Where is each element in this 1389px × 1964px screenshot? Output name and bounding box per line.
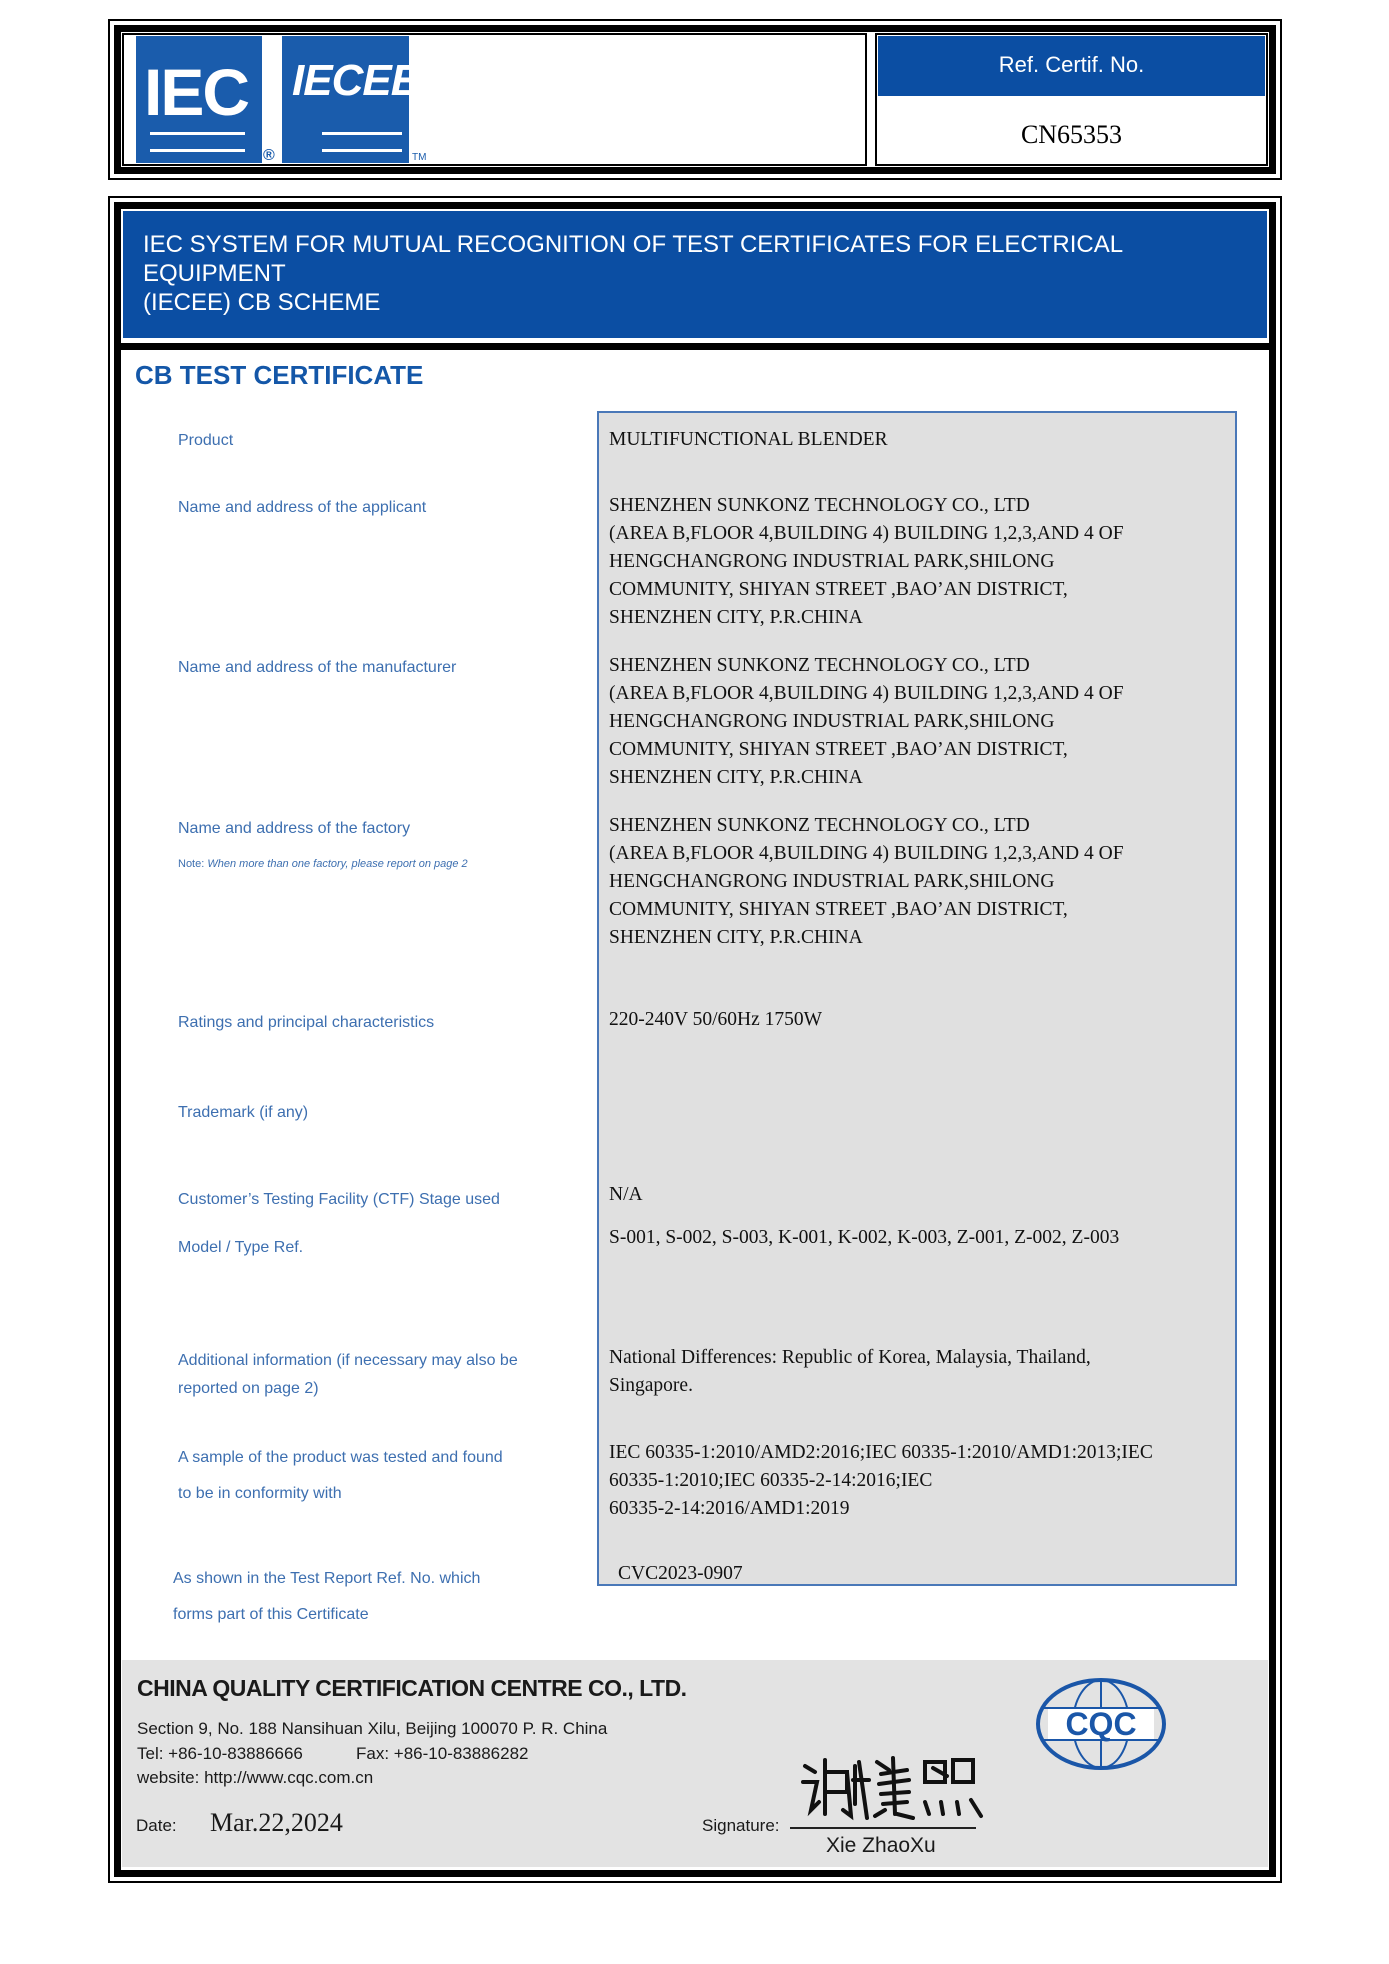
manufacturer-value: SHENZHEN SUNKONZ TECHNOLOGY CO., LTD (AREA B,FLOOR 4,BUILDING 4) BUILDING 1,2,3,AND 4 OF HENGCHANGRONG INDUSTRIAL PARK,SHILONG COMMUNITY, SHIYAN STREET ,BAO’AN DISTRICT, SHENZHEN CITY, P.R.CHINA (609, 655, 1124, 788)
ctf-label: Customer’s Testing Facility (CTF) Stage used (178, 1191, 500, 1208)
additional-label (178, 1350, 518, 1400)
factory-note-prefix: Note: (178, 858, 208, 870)
banner-separator (114, 343, 1276, 350)
report-value: CVC2023-0907 (618, 1563, 743, 1584)
ctf-value: N/A (609, 1184, 643, 1205)
iecee-logo-bars (322, 132, 402, 152)
factory-label: Name and address of the factory (178, 820, 411, 837)
handwritten-signature (797, 1752, 987, 1826)
ref-cert-label: Ref. Certif. No. (878, 36, 1265, 96)
factory-value: SHENZHEN SUNKONZ TECHNOLOGY CO., LTD (AREA B,FLOOR 4,BUILDING 4) BUILDING 1,2,3,AND 4 OF HENGCHANGRONG INDUSTRIAL PARK,SHILONG COMMUNITY, SHIYAN STREET ,BAO’AN DISTRICT, SHENZHEN CITY, P.R.CHINA (609, 815, 1124, 948)
scheme-banner-text (143, 230, 1253, 317)
ref-cert-number: CN65353 (1020, 120, 1123, 149)
certificate-title: CB TEST CERTIFICATE (135, 360, 424, 390)
banner-line-1: IEC SYSTEM FOR MUTUAL RECOGNITION OF TEST CERTIFICATES FOR ELECTRICAL EQUIPMENT (143, 231, 1123, 287)
additional-label-line-1: Additional information (if necessary may also be (178, 1352, 518, 1369)
factory-note-text: When more than one factory, please report on page 2 (207, 858, 468, 870)
model-value: S-001, S-002, S-003, K-001, K-002, K-003, Z-001, Z-002, Z-003 (609, 1227, 1120, 1248)
registered-mark: ® (263, 147, 275, 164)
issuer-website: website: http://www.cqc.com.cn (137, 1768, 374, 1787)
signature-line (790, 1827, 976, 1829)
iec-logo (136, 36, 262, 163)
issuer-company: CHINA QUALITY CERTIFICATION CENTRE CO., LTD. (137, 1675, 687, 1701)
report-label-line-1: As shown in the Test Report Ref. No. which (173, 1570, 481, 1587)
trademark-mark: TM (412, 152, 427, 163)
conformity-label-line-1: A sample of the product was tested and found (178, 1449, 503, 1466)
product-value: MULTIFUNCTIONAL BLENDER (609, 429, 888, 450)
additional-value: National Differences: Republic of Korea, Malaysia, Thailand, Singapore. (609, 1347, 1091, 1396)
product-label: Product (178, 432, 234, 449)
model-label: Model / Type Ref. (178, 1239, 304, 1256)
conformity-label-line-2: to be in conformity with (178, 1485, 342, 1502)
report-label (173, 1568, 480, 1626)
iec-logo-text: IEC (144, 55, 249, 129)
ratings-value: 220-240V 50/60Hz 1750W (609, 1009, 823, 1030)
banner-line-2: (IECEE) CB SCHEME (143, 289, 381, 316)
iec-logo-bars (150, 132, 245, 152)
applicant-value: SHENZHEN SUNKONZ TECHNOLOGY CO., LTD (AREA B,FLOOR 4,BUILDING 4) BUILDING 1,2,3,AND 4 OF HENGCHANGRONG INDUSTRIAL PARK,SHILONG COMMUNITY, SHIYAN STREET ,BAO’AN DISTRICT, SHENZHEN CITY, P.R.CHINA (609, 495, 1124, 628)
signature-label: Signature: (702, 1816, 780, 1835)
date-value: Mar.22,2024 (210, 1808, 343, 1837)
signatory-name: Xie ZhaoXu (826, 1834, 936, 1857)
factory-note (178, 858, 468, 870)
manufacturer-label: Name and address of the manufacturer (178, 659, 457, 676)
ratings-label: Ratings and principal characteristics (178, 1014, 435, 1031)
additional-label-line-2: reported on page 2) (178, 1380, 319, 1397)
cqc-logo-text: CQC (1065, 1706, 1137, 1742)
conformity-label (178, 1447, 503, 1505)
date-label: Date: (136, 1816, 177, 1835)
issuer-fax: Fax: +86-10-83886282 (356, 1744, 529, 1763)
trademark-label: Trademark (if any) (178, 1104, 309, 1121)
report-label-line-2: forms part of this Certificate (173, 1606, 369, 1623)
issuer-tel: Tel: +86-10-83886666 (137, 1744, 303, 1763)
iecee-logo-text: IECEE (292, 56, 420, 105)
issuer-address: Section 9, No. 188 Nansihuan Xilu, Beijing 100070 P. R. China (137, 1719, 608, 1738)
conformity-value: IEC 60335-1:2010/AMD2:2016;IEC 60335-1:2010/AMD1:2013;IEC 60335-1:2010;IEC 60335-2-14:2016;IEC 60335-2-14:2016/AMD1:2019 (609, 1442, 1153, 1519)
cqc-logo (1034, 1676, 1168, 1772)
applicant-label: Name and address of the applicant (178, 499, 427, 516)
